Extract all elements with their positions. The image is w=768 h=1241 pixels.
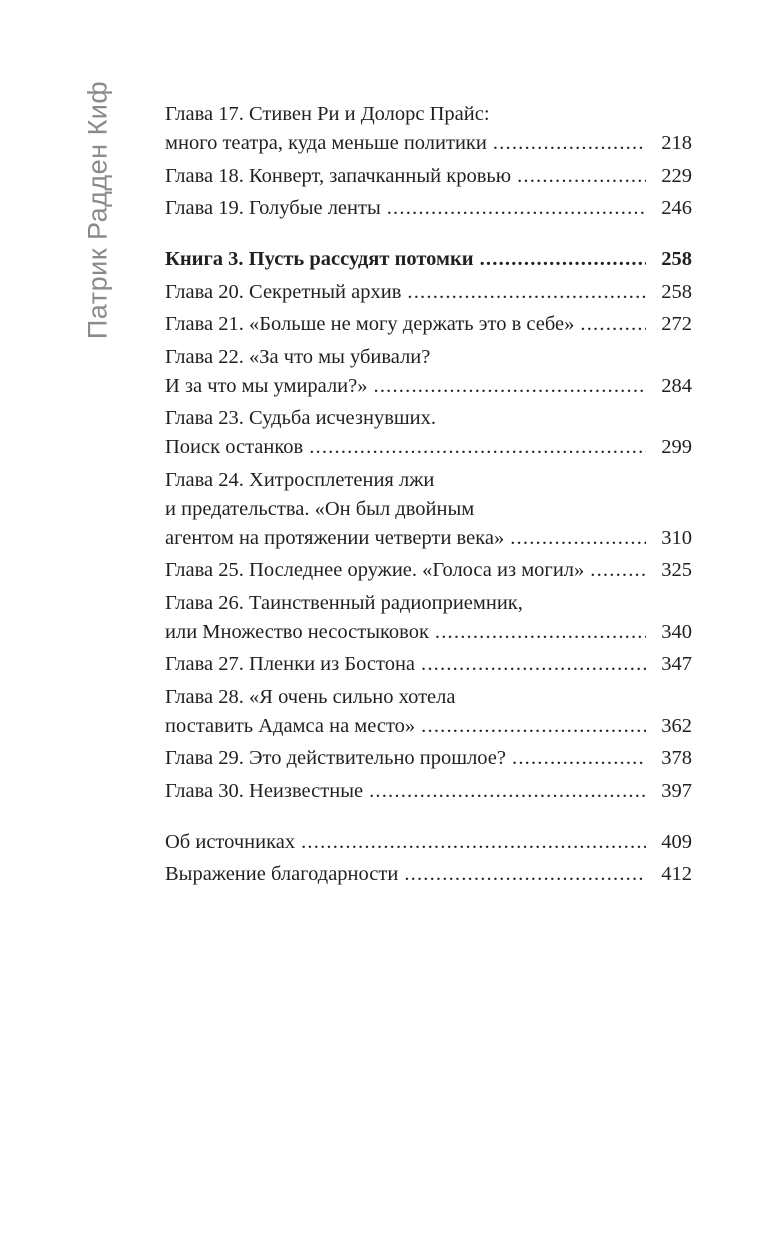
toc-entry-line: Глава 24. Хитросплетения лжи [165,468,435,491]
toc-entry-line: Глава 28. «Я очень сильно хотела [165,685,456,708]
toc-entry-title: Глава 30. Неизвестные [165,779,364,802]
toc-page-number: 246 [661,197,692,219]
dot-leader [480,245,646,274]
toc-page-number: 347 [661,653,692,675]
toc-entry-chapter-26[interactable] [165,589,692,647]
dot-leader [435,618,646,647]
toc-page-number: 272 [661,313,692,335]
toc-entry-line: и предательства. «Он был двойным [165,497,475,520]
toc-entry-line: Глава 17. Стивен Ри и Долорс Прайс: [165,103,490,125]
toc-entry-title: Глава 18. Конверт, запачканный кровью [165,164,512,187]
toc-entry-title: Глава 27. Пленки из Бостона [165,653,416,675]
toc-entry-chapter-30[interactable] [165,777,692,806]
toc-entry-title: Глава 20. Секретный архив [165,280,402,303]
dot-leader [369,777,646,806]
toc-entry-title: Глава 21. «Больше не могу держать это в себе» [165,313,575,335]
dot-leader [590,556,646,585]
dot-leader [517,162,646,191]
dot-leader [301,828,646,857]
toc-page-number: 258 [661,248,692,270]
toc-entry-chapter-28[interactable] [165,683,692,741]
toc-page-number: 412 [661,863,692,885]
toc-entry-chapter-29[interactable] [165,744,692,773]
toc-entry-chapter-22[interactable] [165,343,692,401]
running-head-author: Патрик Радден Киф [82,80,113,340]
toc-entry-line: Поиск останков [165,436,304,458]
toc-entry-book-3[interactable] [165,245,692,274]
toc-entry-chapter-24[interactable] [165,466,692,553]
toc-entry-chapter-21[interactable] [165,310,692,339]
toc-page-number: 218 [661,132,692,154]
toc-page-number: 378 [661,747,692,769]
toc-page-number: 310 [661,526,692,549]
toc-entry-line: много театра, куда меньше политики [165,132,487,154]
toc-page-number: 284 [661,374,692,397]
dot-leader [309,433,646,462]
dot-leader [421,712,646,741]
toc-entry-line: агентом на протяжении четверти века» [165,526,505,549]
toc-page-number: 340 [661,620,692,643]
toc-entry-title: Глава 25. Последнее оружие. «Голоса из могил» [165,559,585,581]
dot-leader [407,278,646,307]
toc-entry-line: И за что мы умирали?» [165,374,368,397]
toc-entry-chapter-27[interactable] [165,650,692,679]
toc-entry-line: поставить Адамса на место» [165,714,416,737]
toc-entry-chapter-17[interactable] [165,100,692,158]
toc-page-number: 409 [661,830,692,853]
toc-entry-acknowledgements[interactable] [165,860,692,889]
dot-leader [404,860,646,889]
toc-entry-title: Об источниках [165,830,296,853]
toc-page-number: 229 [661,164,692,187]
dot-leader [374,372,647,401]
dot-leader [387,194,646,223]
toc-entry-sources[interactable] [165,828,692,857]
toc-entry-line: или Множество несостыковок [165,620,429,643]
dot-leader [512,744,646,773]
toc-page-number: 258 [661,280,692,303]
toc-entry-chapter-25[interactable] [165,556,692,585]
toc-page-number: 362 [661,714,692,737]
dot-leader [580,310,646,339]
dot-leader [510,524,646,553]
toc-entry-title: Глава 29. Это действительно прошлое? [165,747,506,769]
toc-entry-line: Глава 26. Таинственный радиоприемник, [165,591,523,614]
toc-entry-line: Глава 23. Судьба исчезнувших. [165,407,437,429]
toc-page-number: 325 [661,559,692,581]
toc-entry-title: Выражение благодарности [165,863,399,885]
toc-entry-line: Глава 22. «За что мы убивали? [165,345,431,368]
dot-leader [421,650,646,679]
toc-page-number: 299 [661,436,692,458]
toc-entry-chapter-19[interactable] [165,194,692,223]
toc-entry-title: Глава 19. Голубые ленты [165,197,381,219]
toc-entry-chapter-18[interactable] [165,162,692,191]
toc-entry-title: Книга 3. Пусть рассудят потомки [165,248,474,270]
toc-entry-chapter-23[interactable] [165,404,692,462]
dot-leader [493,129,646,158]
toc-entry-chapter-20[interactable] [165,278,692,307]
table-of-contents [165,100,692,893]
toc-page-number: 397 [661,779,692,802]
